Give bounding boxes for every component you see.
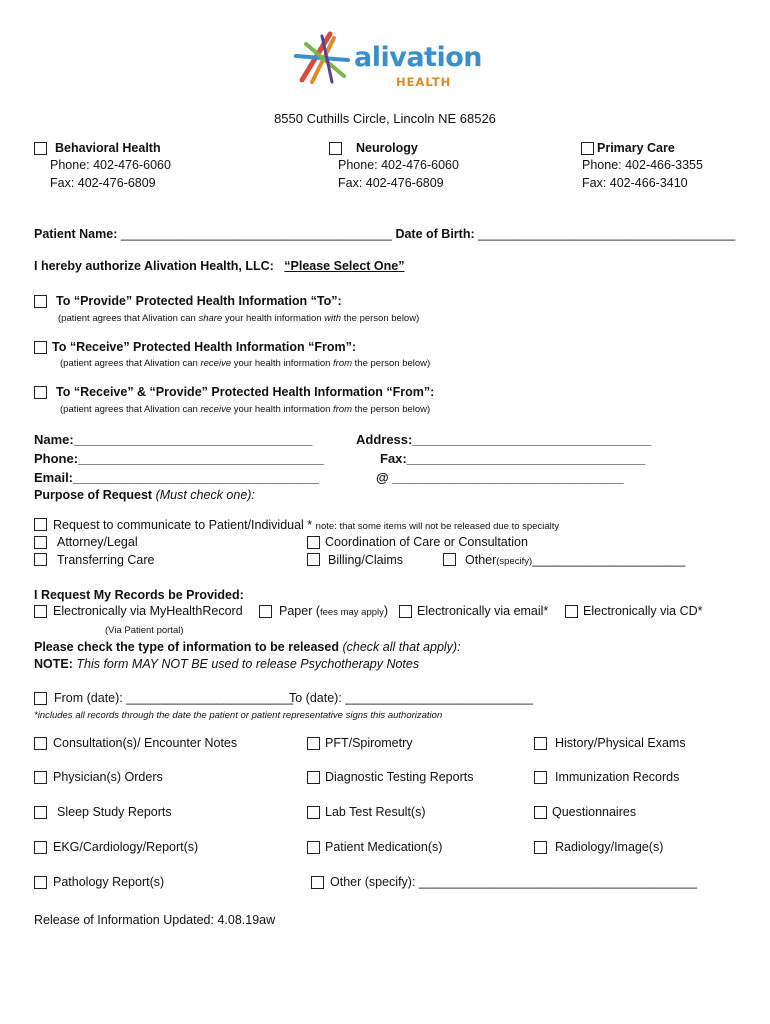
logo xyxy=(292,30,492,90)
attorney-label: Attorney/Legal xyxy=(57,535,138,549)
receive-provide-note: (patient agrees that Alivation can receive your health information from the person below) xyxy=(60,404,431,415)
email-delivery-checkbox[interactable] xyxy=(399,605,412,618)
other-purpose-label: Other(specify)______________________ xyxy=(465,553,686,567)
paper-checkbox[interactable] xyxy=(259,605,272,618)
myhealthrecord-label: Electronically via MyHealthRecord xyxy=(53,604,243,618)
lab-test-label: Lab Test Result(s) xyxy=(325,805,426,819)
patient-name-row xyxy=(34,227,735,241)
paper-label: Paper (fees may apply) xyxy=(279,604,389,618)
provide-to-checkbox[interactable] xyxy=(34,295,47,308)
psychotherapy-note: NOTE: This form MAY NOT BE used to release Psychotherapy Notes xyxy=(34,657,420,671)
neurology-label: Neurology xyxy=(356,141,418,155)
primary-care-fax: Fax: 402-466-3410 xyxy=(582,176,688,190)
billing-label: Billing/Claims xyxy=(328,553,404,567)
info-type-hint: (check all that apply): xyxy=(342,640,461,654)
primary-care-checkbox[interactable] xyxy=(581,142,594,155)
history-physical-checkbox[interactable] xyxy=(534,737,547,750)
primary-care-phone: Phone: 402-466-3355 xyxy=(582,158,703,172)
contact-phone-field[interactable]: Phone:__________________________________ xyxy=(34,451,324,466)
cd-delivery-checkbox[interactable] xyxy=(565,605,578,618)
behavioral-health-checkbox[interactable] xyxy=(34,142,47,155)
pathology-checkbox[interactable] xyxy=(34,876,47,889)
provide-to-note: (patient agrees that Alivation can share your health information with the person below) xyxy=(58,313,420,324)
authorize-row xyxy=(34,259,404,273)
from-date-field[interactable]: From (date): ________________________ xyxy=(54,691,294,705)
radiology-checkbox[interactable] xyxy=(534,841,547,854)
communicate-note: note: that some items will not be released due to specialty xyxy=(315,521,560,532)
purpose-row xyxy=(34,488,255,502)
other-purpose-field[interactable]: ______________________ xyxy=(532,553,686,567)
patient-medication-label: Patient Medication(s) xyxy=(325,840,443,854)
other-info-checkbox[interactable] xyxy=(311,876,324,889)
sleep-study-label: Sleep Study Reports xyxy=(57,805,172,819)
patient-portal-note: (Via Patient portal) xyxy=(105,625,184,636)
logo-mark-icon xyxy=(292,30,356,86)
communicate-checkbox[interactable] xyxy=(34,518,47,531)
pft-label: PFT/Spirometry xyxy=(325,736,413,750)
neurology-phone: Phone: 402-476-6060 xyxy=(338,158,459,172)
questionnaires-checkbox[interactable] xyxy=(534,806,547,819)
patient-medication-checkbox[interactable] xyxy=(307,841,320,854)
receive-provide-checkbox[interactable] xyxy=(34,386,47,399)
behavioral-health-label: Behavioral Health xyxy=(55,141,161,155)
attorney-checkbox[interactable] xyxy=(34,536,47,549)
physician-orders-checkbox[interactable] xyxy=(34,771,47,784)
cd-delivery-label: Electronically via CD* xyxy=(583,604,703,618)
receive-from-note: (patient agrees that Alivation can receive your health information from the person below) xyxy=(60,358,431,369)
primary-care-label: Primary Care xyxy=(597,141,675,155)
neurology-fax: Fax: 402-476-6809 xyxy=(338,176,444,190)
consultation-checkbox[interactable] xyxy=(34,737,47,750)
receive-from-checkbox[interactable] xyxy=(34,341,47,354)
behavioral-health-phone: Phone: 402-476-6060 xyxy=(50,158,171,172)
receive-from-title: To “Receive” Protected Health Information “From”: xyxy=(52,340,356,354)
patient-name-field[interactable]: _______________________________________ xyxy=(120,227,392,241)
immunization-label: Immunization Records xyxy=(555,770,680,784)
footer-updated: Release of Information Updated: 4.08.19aw xyxy=(34,913,276,927)
date-range-checkbox[interactable] xyxy=(34,692,47,705)
sleep-study-checkbox[interactable] xyxy=(34,806,47,819)
coordination-checkbox[interactable] xyxy=(307,536,320,549)
diagnostic-testing-checkbox[interactable] xyxy=(307,771,320,784)
info-type-title: Please check the type of information to be released xyxy=(34,640,339,654)
logo-word: alivation xyxy=(354,42,482,73)
lab-test-checkbox[interactable] xyxy=(307,806,320,819)
contact-address-field[interactable]: Address:_________________________________ xyxy=(356,432,651,447)
pathology-label: Pathology Report(s) xyxy=(53,875,165,889)
other-info-field[interactable]: Other (specify): ________________________________________ xyxy=(330,875,697,889)
billing-checkbox[interactable] xyxy=(307,553,320,566)
dob-field[interactable]: _____________________________________ xyxy=(478,227,736,241)
records-title: I Request My Records be Provided: xyxy=(34,588,244,602)
logo-sub: HEALTH xyxy=(396,75,452,89)
authorize-text: I hereby authorize Alivation Health, LLC: xyxy=(34,259,274,273)
contact-name-field[interactable]: Name:_________________________________ xyxy=(34,432,313,447)
ekg-checkbox[interactable] xyxy=(34,841,47,854)
neurology-checkbox[interactable] xyxy=(329,142,342,155)
transferring-checkbox[interactable] xyxy=(34,553,47,566)
diagnostic-testing-label: Diagnostic Testing Reports xyxy=(325,770,474,784)
immunization-checkbox[interactable] xyxy=(534,771,547,784)
purpose-hint: (Must check one): xyxy=(155,488,255,502)
purpose-label: Purpose of Request xyxy=(34,488,153,502)
email-delivery-label: Electronically via email* xyxy=(417,604,549,618)
questionnaires-label: Questionnaires xyxy=(552,805,637,819)
pft-checkbox[interactable] xyxy=(307,737,320,750)
receive-provide-title: To “Receive” & “Provide” Protected Health Information “From”: xyxy=(56,385,435,399)
dob-label: Date of Birth: xyxy=(395,227,475,241)
physician-orders-label: Physician(s) Orders xyxy=(53,770,163,784)
myhealthrecord-checkbox[interactable] xyxy=(34,605,47,618)
contact-email-field[interactable]: Email:__________________________________ xyxy=(34,470,319,485)
date-footnote: *includes all records through the date the patient or patient representative signs this authorization xyxy=(34,710,443,721)
select-one-text: “Please Select One” xyxy=(284,259,405,273)
contact-email-domain-field[interactable]: @ ________________________________ xyxy=(376,470,624,485)
transferring-label: Transferring Care xyxy=(57,553,155,567)
to-date-field[interactable]: To (date): ___________________________ xyxy=(289,691,533,705)
other-purpose-checkbox[interactable] xyxy=(443,553,456,566)
clinic-address: 8550 Cuthills Circle, Lincoln NE 68526 xyxy=(274,111,496,126)
contact-fax-field[interactable]: Fax:_________________________________ xyxy=(380,451,646,466)
ekg-label: EKG/Cardiology/Report(s) xyxy=(53,840,199,854)
provide-to-title: To “Provide” Protected Health Information “To”: xyxy=(56,294,342,308)
communicate-label: Request to communicate to Patient/Individual * note: that some items will not be released due to specialty xyxy=(53,518,560,532)
patient-name-label: Patient Name: xyxy=(34,227,118,241)
behavioral-health-fax: Fax: 402-476-6809 xyxy=(50,176,156,190)
radiology-label: Radiology/Image(s) xyxy=(555,840,664,854)
coordination-label: Coordination of Care or Consultation xyxy=(325,535,528,549)
info-type-heading xyxy=(34,640,461,654)
consultation-label: Consultation(s)/ Encounter Notes xyxy=(53,736,238,750)
history-physical-label: History/Physical Exams xyxy=(555,736,686,750)
